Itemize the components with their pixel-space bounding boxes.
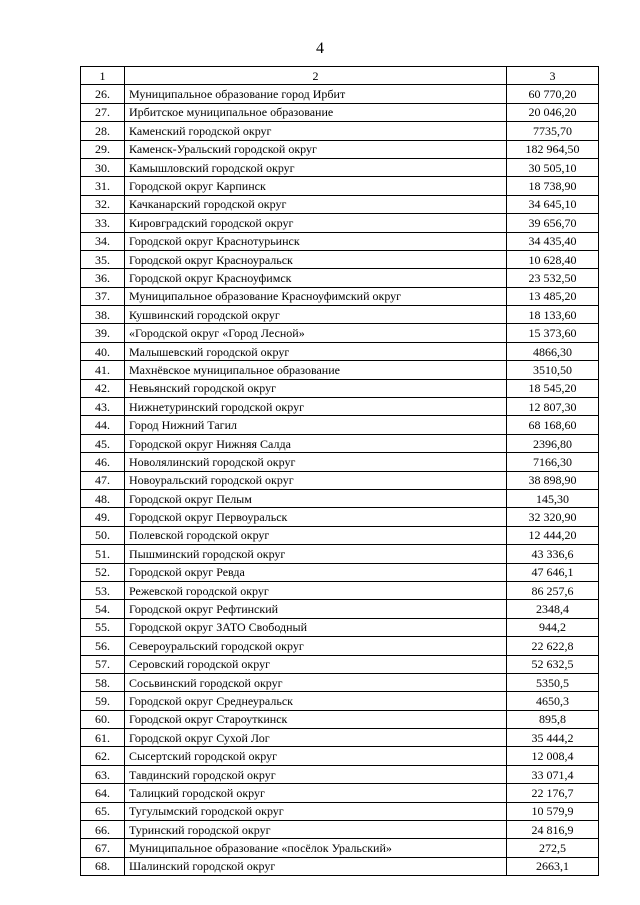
table-row [81,398,599,416]
municipality-name: Камышловский городской округ [125,158,507,176]
amount-value: 39 656,70 [507,214,599,232]
municipality-name: Городской округ Карпинск [125,177,507,195]
table-row [81,526,599,544]
row-number: 67. [81,839,125,857]
row-number: 56. [81,637,125,655]
amount-value: 43 336,6 [507,545,599,563]
municipality-name: Городской округ Среднеуральск [125,692,507,710]
row-number: 38. [81,306,125,324]
municipality-name: Тугулымский городской округ [125,802,507,820]
row-number: 63. [81,765,125,783]
table-row [81,802,599,820]
table-row [81,361,599,379]
table-row [81,177,599,195]
row-number: 40. [81,342,125,360]
row-number: 68. [81,857,125,875]
table-row [81,269,599,287]
municipality-name: Полевской городской округ [125,526,507,544]
table-row [81,839,599,857]
municipality-name: Муниципальное образование «посёлок Уральский» [125,839,507,857]
municipality-name: Городской округ Сухой Лог [125,729,507,747]
amount-value: 33 071,4 [507,765,599,783]
row-number: 62. [81,747,125,765]
amount-value: 4866,30 [507,342,599,360]
amount-value: 22 176,7 [507,784,599,802]
header-col-1: 1 [81,67,125,85]
row-number: 31. [81,177,125,195]
row-number: 59. [81,692,125,710]
municipality-name: Шалинский городской округ [125,857,507,875]
amount-value: 10 579,9 [507,802,599,820]
amount-value: 22 622,8 [507,637,599,655]
amount-value: 18 133,60 [507,306,599,324]
table-row [81,729,599,747]
municipality-name: Городской округ Первоуральск [125,508,507,526]
municipality-name: Туринский городской округ [125,821,507,839]
row-number: 39. [81,324,125,342]
row-number: 60. [81,710,125,728]
table-row [81,195,599,213]
row-number: 55. [81,618,125,636]
table-row [81,214,599,232]
amount-value: 32 320,90 [507,508,599,526]
amount-value: 4650,3 [507,692,599,710]
amount-value: 52 632,5 [507,655,599,673]
amount-value: 30 505,10 [507,158,599,176]
table-row [81,710,599,728]
row-number: 32. [81,195,125,213]
municipality-name: Кировградский городской округ [125,214,507,232]
table-row [81,416,599,434]
table-row [81,287,599,305]
municipality-name: Каменск-Уральский городской округ [125,140,507,158]
amount-value: 23 532,50 [507,269,599,287]
amount-value: 20 046,20 [507,103,599,121]
municipality-name: Талицкий городской округ [125,784,507,802]
table-row [81,489,599,507]
allocation-table [80,66,599,876]
municipality-name: Невьянский городской округ [125,379,507,397]
table-row [81,545,599,563]
table-row [81,692,599,710]
amount-value: 86 257,6 [507,581,599,599]
municipality-name: Сысертский городской округ [125,747,507,765]
amount-value: 944,2 [507,618,599,636]
row-number: 34. [81,232,125,250]
table-row [81,655,599,673]
municipality-name: Городской округ Ревда [125,563,507,581]
row-number: 65. [81,802,125,820]
row-number: 51. [81,545,125,563]
amount-value: 34 645,10 [507,195,599,213]
table-row [81,618,599,636]
table-row [81,140,599,158]
amount-value: 145,30 [507,489,599,507]
row-number: 64. [81,784,125,802]
amount-value: 34 435,40 [507,232,599,250]
table-row [81,747,599,765]
amount-value: 182 964,50 [507,140,599,158]
municipality-name: Городской округ Пелым [125,489,507,507]
municipality-name: Городской округ Красноуфимск [125,269,507,287]
row-number: 26. [81,85,125,103]
table-row [81,471,599,489]
row-number: 57. [81,655,125,673]
row-number: 52. [81,563,125,581]
amount-value: 12 444,20 [507,526,599,544]
table-row [81,324,599,342]
amount-value: 18 545,20 [507,379,599,397]
municipality-name: Махнёвское муниципальное образование [125,361,507,379]
municipality-name: Городской округ Краснотурьинск [125,232,507,250]
row-number: 33. [81,214,125,232]
municipality-name: Городской округ Староуткинск [125,710,507,728]
table-row [81,673,599,691]
amount-value: 2663,1 [507,857,599,875]
table-row [81,581,599,599]
row-number: 42. [81,379,125,397]
row-number: 54. [81,600,125,618]
row-number: 41. [81,361,125,379]
table-row [81,342,599,360]
amount-value: 15 373,60 [507,324,599,342]
table-body [81,85,599,876]
table-row [81,821,599,839]
table-row [81,784,599,802]
table-row [81,306,599,324]
row-number: 47. [81,471,125,489]
header-col-2: 2 [125,67,507,85]
amount-value: 2396,80 [507,434,599,452]
municipality-name: Тавдинский городской округ [125,765,507,783]
row-number: 53. [81,581,125,599]
row-number: 43. [81,398,125,416]
table-row [81,122,599,140]
amount-value: 272,5 [507,839,599,857]
table-row [81,600,599,618]
municipality-name: Качканарский городской округ [125,195,507,213]
row-number: 27. [81,103,125,121]
amount-value: 24 816,9 [507,821,599,839]
amount-value: 38 898,90 [507,471,599,489]
row-number: 35. [81,250,125,268]
amount-value: 68 168,60 [507,416,599,434]
row-number: 48. [81,489,125,507]
header-col-3: 3 [507,67,599,85]
amount-value: 895,8 [507,710,599,728]
municipality-name: Ирбитское муниципальное образование [125,103,507,121]
municipality-name: Малышевский городской округ [125,342,507,360]
table-row [81,232,599,250]
table-row [81,158,599,176]
amount-value: 5350,5 [507,673,599,691]
municipality-name: Муниципальное образование Красноуфимский округ [125,287,507,305]
municipality-name: Муниципальное образование город Ирбит [125,85,507,103]
municipality-name: Североуральский городской округ [125,637,507,655]
row-number: 58. [81,673,125,691]
municipality-name: Новолялинский городской округ [125,453,507,471]
amount-value: 13 485,20 [507,287,599,305]
table-row [81,563,599,581]
municipality-name: Городской округ ЗАТО Свободный [125,618,507,636]
table-row [81,508,599,526]
row-number: 50. [81,526,125,544]
amount-value: 35 444,2 [507,729,599,747]
municipality-name: Городской округ Красноуральск [125,250,507,268]
table-row [81,453,599,471]
amount-value: 60 770,20 [507,85,599,103]
table-row [81,85,599,103]
table-row [81,379,599,397]
table-row [81,434,599,452]
municipality-name: Городской округ Нижняя Салда [125,434,507,452]
amount-value: 2348,4 [507,600,599,618]
row-number: 28. [81,122,125,140]
row-number: 29. [81,140,125,158]
amount-value: 7166,30 [507,453,599,471]
amount-value: 10 628,40 [507,250,599,268]
row-number: 49. [81,508,125,526]
municipality-name: «Городской округ «Город Лесной» [125,324,507,342]
table-row [81,103,599,121]
page-number: 4 [316,40,324,57]
amount-value: 18 738,90 [507,177,599,195]
municipality-name: Новоуральский городской округ [125,471,507,489]
row-number: 30. [81,158,125,176]
municipality-name: Нижнетуринский городской округ [125,398,507,416]
municipality-name: Городской округ Рефтинский [125,600,507,618]
row-number: 61. [81,729,125,747]
municipality-name: Режевской городской округ [125,581,507,599]
amount-value: 3510,50 [507,361,599,379]
table-row [81,857,599,875]
row-number: 37. [81,287,125,305]
municipality-name: Кушвинский городской округ [125,306,507,324]
amount-value: 47 646,1 [507,563,599,581]
row-number: 66. [81,821,125,839]
table-row [81,250,599,268]
amount-value: 12 807,30 [507,398,599,416]
amount-value: 12 008,4 [507,747,599,765]
row-number: 46. [81,453,125,471]
municipality-name: Каменский городской округ [125,122,507,140]
row-number: 44. [81,416,125,434]
table-row [81,637,599,655]
municipality-name: Город Нижний Тагил [125,416,507,434]
municipality-name: Пышминский городской округ [125,545,507,563]
row-number: 36. [81,269,125,287]
municipality-name: Серовский городской округ [125,655,507,673]
municipality-name: Сосьвинский городской округ [125,673,507,691]
table-header-row [81,67,599,85]
row-number: 45. [81,434,125,452]
table-row [81,765,599,783]
amount-value: 7735,70 [507,122,599,140]
